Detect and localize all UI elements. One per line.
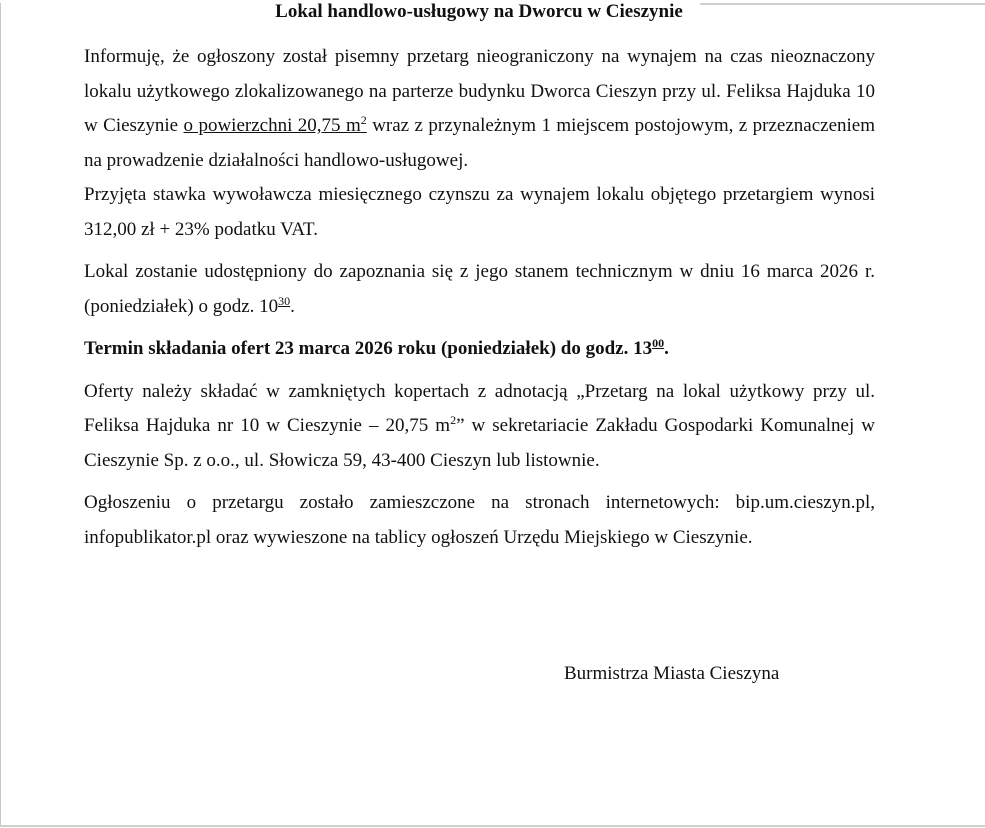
signature: Burmistrza Miasta Cieszyna <box>564 663 780 684</box>
announcement-text: Informuję, że ogłoszony został pisemny przetarg nieograniczony na wynajem na czas nieoznaczony lokalu użytkowego zlokalizowanego na parterze budynku Dworca Cieszyn przy ul. Feliksa Hajduka 10 w Cieszynie <box>84 46 875 136</box>
area-underlined <box>184 115 367 136</box>
document-title: Lokal handlowo-usługowy na Dworcu w Cieszynie <box>275 1 683 22</box>
area-text: o powierzchni 20,75 m <box>183 115 361 136</box>
page-border-left <box>0 3 1 826</box>
deadline-text: Termin składania ofert 23 marca 2026 roku (poniedziałek) do godz. 13 <box>84 338 653 359</box>
paragraph-publication: Ogłoszeniu o przetargu zostało zamieszczone na stronach internetowych: bip.um.cieszyn.pl, infopublikator.pl oraz wywieszone na tablicy ogłoszeń Urzędu Miejskiego w Cieszynie. <box>84 492 875 548</box>
deadline-time-superscript: 00 <box>652 336 665 350</box>
document-body <box>84 40 875 555</box>
page-border-bottom <box>0 825 985 827</box>
announcement-text-end: wraz z przynależnym 1 miejscem postojowym, z przeznaczeniem na prowadzenie działalności handlowo-usługowej. <box>84 115 875 171</box>
viewing-time-superscript: 30 <box>278 293 291 308</box>
deadline-end: . <box>664 338 669 359</box>
submission-superscript: 2 <box>450 413 457 427</box>
submission-text-end: ” w sekretariacie Zakładu Gospodarki Komunalnej w Cieszynie Sp. z o.o., ul. Słowicza 59, 43-400 Cieszyn lub listownie. <box>84 415 875 471</box>
paragraph-starting-rate: Przyjęta stawka wywoławcza miesięcznego czynszu za wynajem lokalu objętego przetargiem wynosi 312,00 zł + 23% podatku VAT. <box>84 184 875 240</box>
paragraph-submission <box>84 375 875 479</box>
paragraph-deadline <box>84 332 875 367</box>
viewing-text: Lokal zostanie udostępniony do zapoznania się z jego stanem technicznym w dniu 16 marca 2026 r. (poniedziałek) o godz. 10 <box>84 261 875 317</box>
paragraph-announcement <box>84 40 875 178</box>
area-superscript: 2 <box>360 113 367 127</box>
submission-text: Oferty należy składać w zamkniętych kopertach z adnotacją „Przetarg na lokal użytkowy przy ul. Feliksa Hajduka nr 10 w Cieszynie – 20,75 m <box>84 380 875 436</box>
paragraph-viewing <box>84 255 875 324</box>
viewing-end: . <box>290 295 295 317</box>
